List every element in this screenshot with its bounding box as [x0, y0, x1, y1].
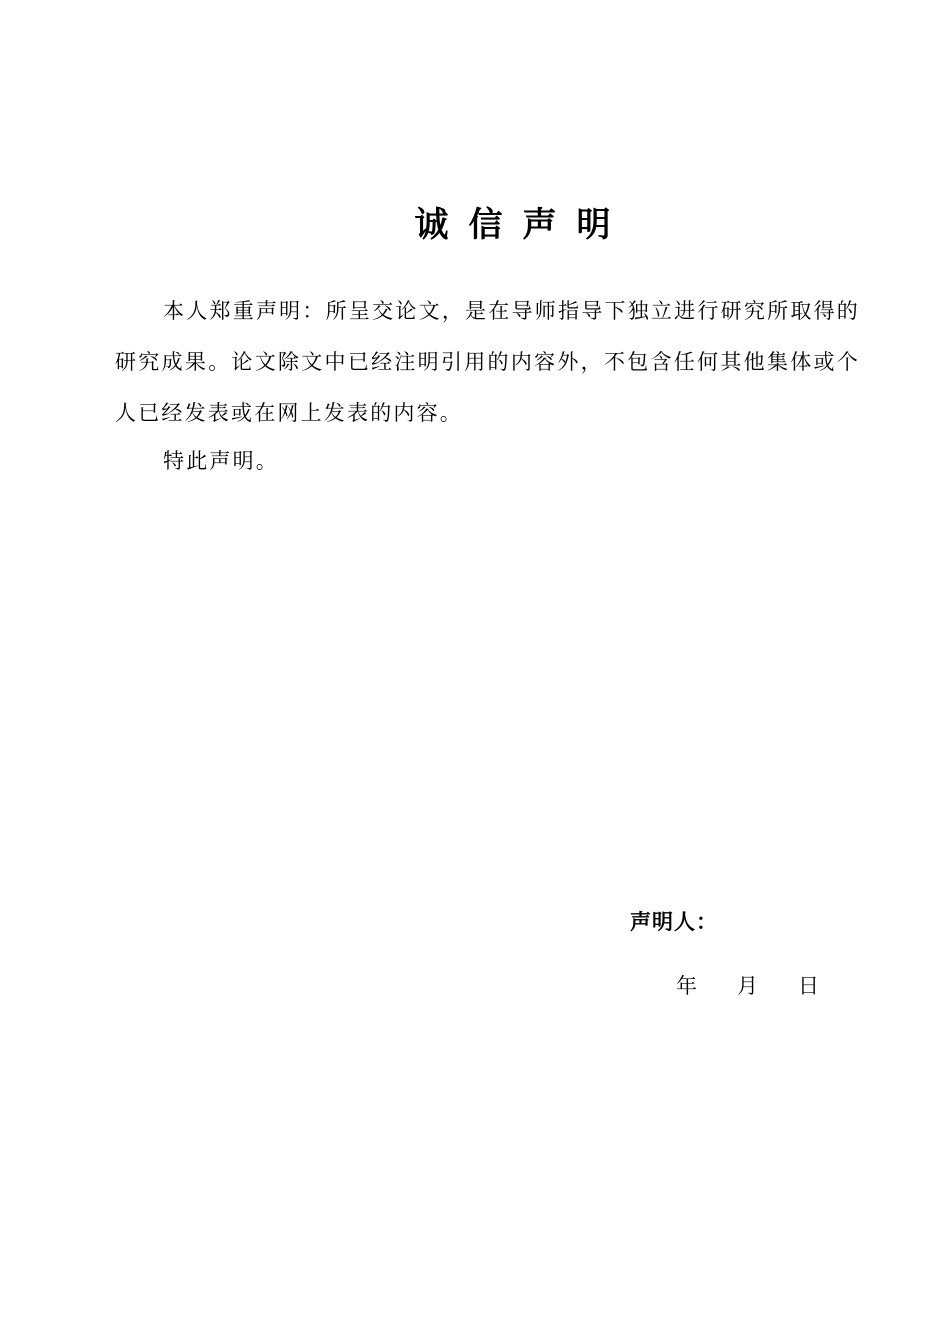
closing-statement: 特此声明。 — [163, 449, 279, 473]
signer-label: 声明人： — [630, 910, 718, 934]
declaration-title: 诚信声明 — [414, 205, 631, 245]
signature-date — [676, 966, 859, 1006]
date-day-label: 日 — [798, 974, 819, 998]
declaration-paragraph: 本人郑重声明：所呈交论文，是在导师指导下独立进行研究所取得的研究成果。论文除文中已经注明引用的内容外，不包含任何其他集体或个人已经发表或在网上发表的内容。 — [115, 299, 860, 425]
date-year-label: 年 — [676, 974, 697, 998]
date-month-label: 月 — [737, 974, 758, 998]
